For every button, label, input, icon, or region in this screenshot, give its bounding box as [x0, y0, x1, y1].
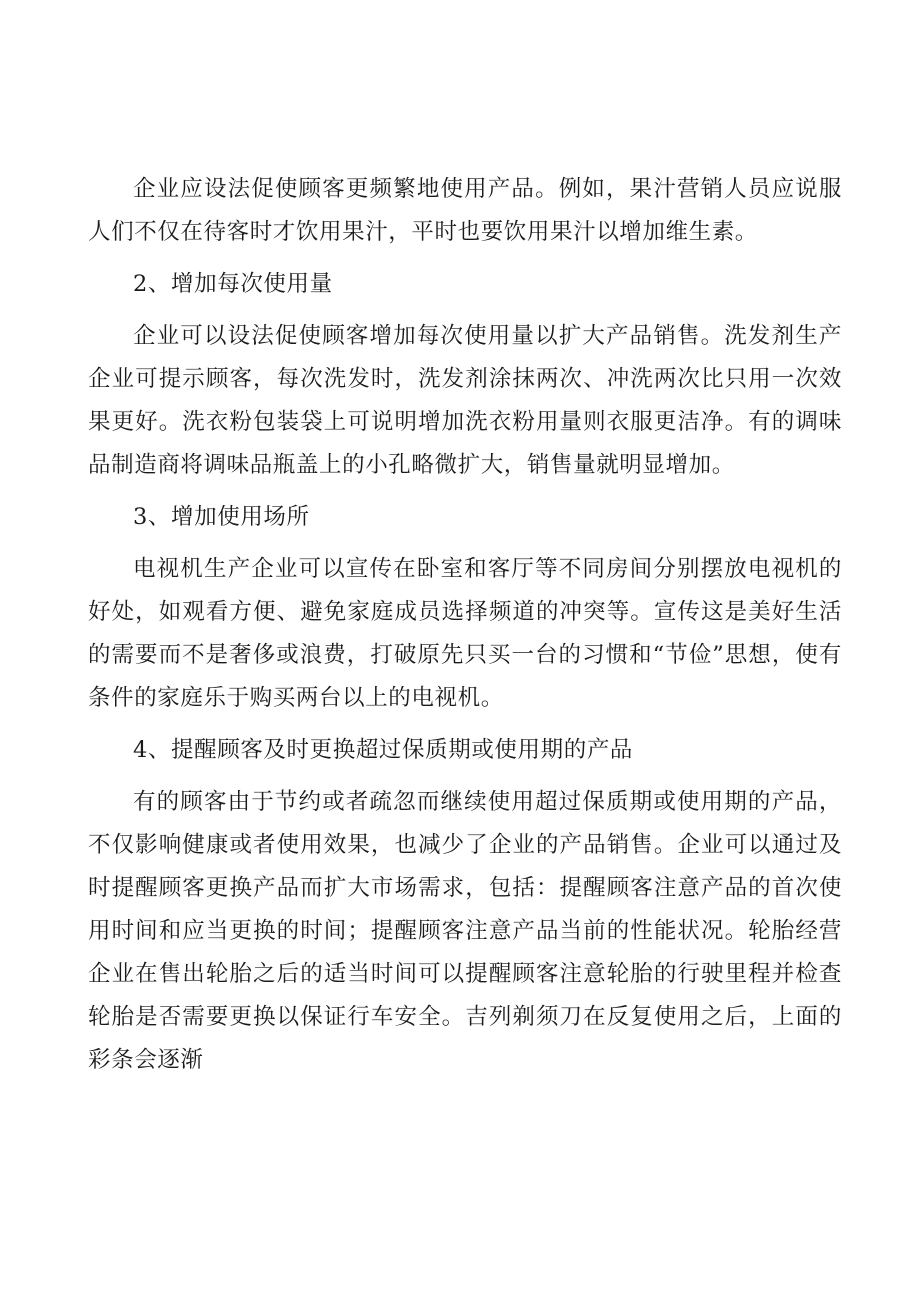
paragraph-usage-places: 电视机生产企业可以宣传在卧室和客厅等不同房间分别摆放电视机的好处，如观看方便、避免家庭成员选择频道的冲突等。宣传这是美好生活的需要而不是奢侈或浪费，打破原先只买一台的习惯和“节俭”思想，使有条件的家庭乐于购买两台以上的电视机。: [88, 556, 842, 711]
paragraph-replacement: 有的顾客由于节约或者疏忽而继续使用超过保质期或使用期的产品，不仅影响健康或者使用效果，也减少了企业的产品销售。企业可以通过及时提醒顾客更换产品而扩大市场需求，包括：提醒顾客注意产品的首次使用时间和应当更换的时间；提醒顾客注意产品当前的性能状况。轮胎经营企业在售出轮胎之后的适当时间可以提醒顾客注意轮胎的行驶里程并检查轮胎是否需要更换以保证行车安全。吉列剃须刀在反复使用之后，上面的彩条会逐渐: [88, 789, 842, 1073]
paragraph-use-frequency: 企业应设法促使顾客更频繁地使用产品。例如，果汁营销人员应说服人们不仅在待客时才饮用果汁，平时也要饮用果汁以增加维生素。: [88, 176, 842, 245]
heading-remind-replacement: 4、提醒顾客及时更换超过保质期或使用期的产品: [133, 737, 634, 763]
document-body: [88, 168, 842, 1091]
heading-increase-usage-places: 3、增加使用场所: [133, 504, 310, 530]
paragraph-usage-amount: 企业可以设法促使顾客增加每次使用量以扩大产品销售。洗发剂生产企业可提示顾客，每次洗发时，洗发剂涂抹两次、冲洗两次比只用一次效果更好。洗衣粉包装袋上可说明增加洗衣粉用量则衣服更洁净。有的调味品制造商将调味品瓶盖上的小孔略微扩大，销售量就明显增加。: [88, 323, 842, 478]
heading-increase-usage-amount: 2、增加每次使用量: [133, 271, 333, 297]
